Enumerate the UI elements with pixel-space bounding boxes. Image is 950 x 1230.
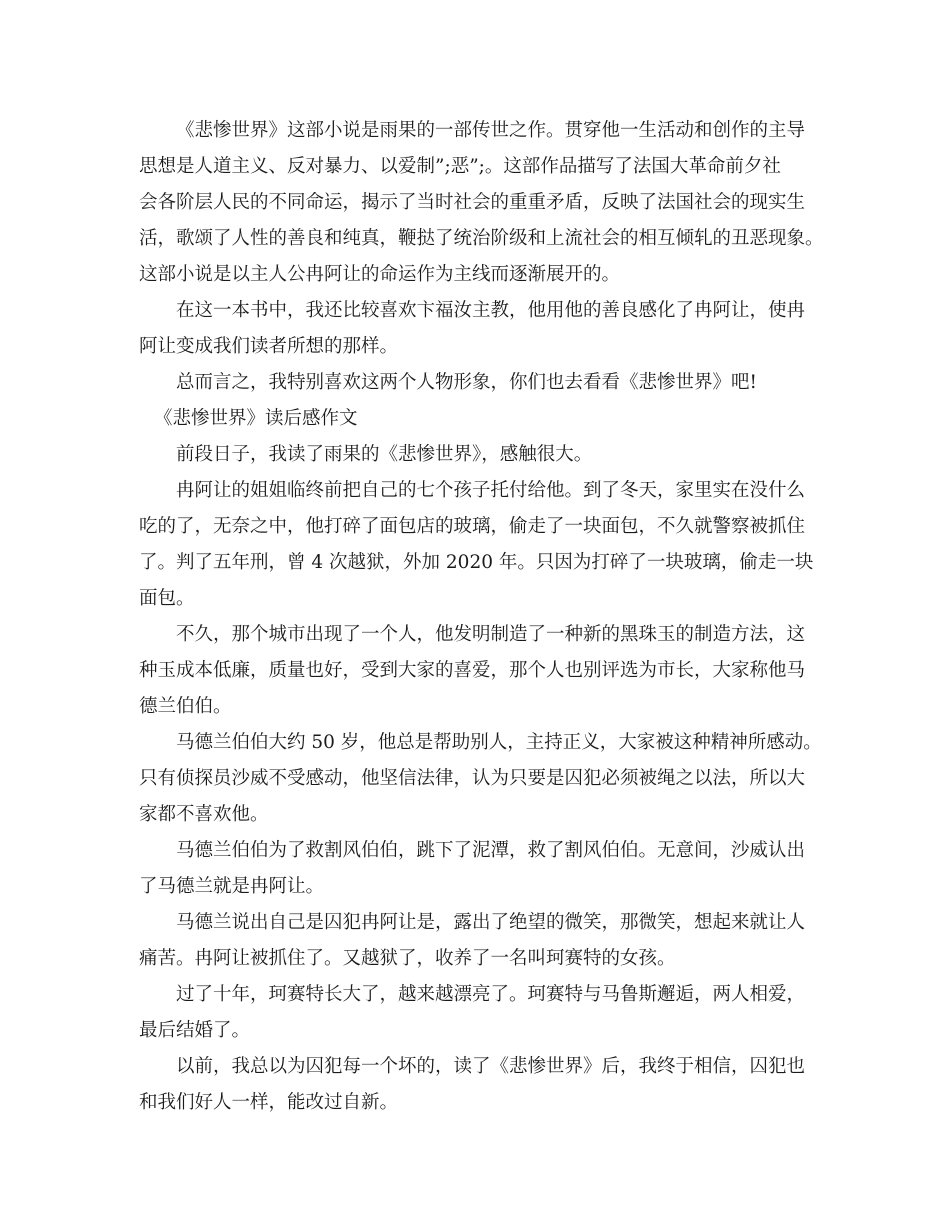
- text-line: 《悲惨世界》这部小说是雨果的一部传世之作。贯穿他一生活动和创作的主导: [176, 120, 806, 141]
- text-line: 不久，那个城市出现了一个人，他发明制造了一种新的黑珠玉的制造方法，这: [176, 624, 806, 645]
- section-heading: 《悲惨世界》读后感作文: [154, 408, 358, 429]
- text-line: 会各阶层人民的不同命运，揭示了当时社会的重重矛盾，反映了法国社会的现实生: [139, 192, 806, 213]
- text-line: 冉阿让的姐姐临终前把自己的七个孩子托付给他。到了冬天，家里实在没什么: [176, 480, 806, 501]
- text-line: 种玉成本低廉，质量也好，受到大家的喜爱，那个人也别评选为市长，大家称他马: [139, 660, 806, 681]
- text-line: 阿让变成我们读者所想的那样。: [139, 336, 399, 357]
- text-line: 马德兰伯伯大约 50 岁，他总是帮助别人，主持正义，大家被这种精神所感动。: [176, 732, 822, 753]
- text-line: 在这一本书中，我还比较喜欢卞福汝主教，他用他的善良感化了冉阿让，使冉: [176, 300, 806, 321]
- text-line: 最后结婚了。: [139, 1020, 251, 1041]
- text-line: 马德兰说出自己是囚犯冉阿让是，露出了绝望的微笑，那微笑，想起来就让人: [176, 912, 806, 933]
- text-line: 马德兰伯伯为了救割风伯伯，跳下了泥潭，救了割风伯伯。无意间，沙威认出: [176, 840, 806, 861]
- text-line: 家都不喜欢他。: [139, 804, 269, 825]
- text-line: 活，歌颂了人性的善良和纯真，鞭挞了统治阶级和上流社会的相互倾轧的丑恶现象。: [139, 228, 824, 249]
- text-line: 这部小说是以主人公冉阿让的命运作为主线而逐渐展开的。: [139, 264, 621, 285]
- text-line: 德兰伯伯。: [139, 696, 232, 717]
- text-line: 只有侦探员沙威不受感动，他坚信法律，认为只要是囚犯必须被绳之以法，所以大: [139, 768, 806, 789]
- text-line: 和我们好人一样，能改过自新。: [139, 1092, 399, 1113]
- text-line: 总而言之，我特别喜欢这两个人物形象，你们也去看看《悲惨世界》吧!: [176, 372, 757, 393]
- text-line: 吃的了，无奈之中，他打碎了面包店的玻璃，偷走了一块面包，不久就警察被抓住: [139, 516, 806, 537]
- text-line: 了马德兰就是冉阿让。: [139, 876, 325, 897]
- text-line: 思想是人道主义、反对暴力、以爱制”;恶”;。这部作品描写了法国大革命前夕社: [139, 156, 781, 177]
- text-line: 面包。: [139, 588, 195, 609]
- text-line: 以前，我总以为囚犯每一个坏的，读了《悲惨世界》后，我终于相信，囚犯也: [176, 1056, 806, 1077]
- text-line: 过了十年，珂赛特长大了，越来越漂亮了。珂赛特与马鲁斯邂逅，两人相爱，: [176, 984, 806, 1005]
- text-line: 了。判了五年刑，曾 4 次越狱，外加 2020 年。只因为打碎了一块玻璃，偷走一块: [139, 552, 814, 573]
- text-line: 前段日子，我读了雨果的《悲惨世界》，感触很大。: [176, 444, 593, 465]
- text-line: 痛苦。冉阿让被抓住了。又越狱了，收养了一名叫珂赛特的女孩。: [139, 948, 676, 969]
